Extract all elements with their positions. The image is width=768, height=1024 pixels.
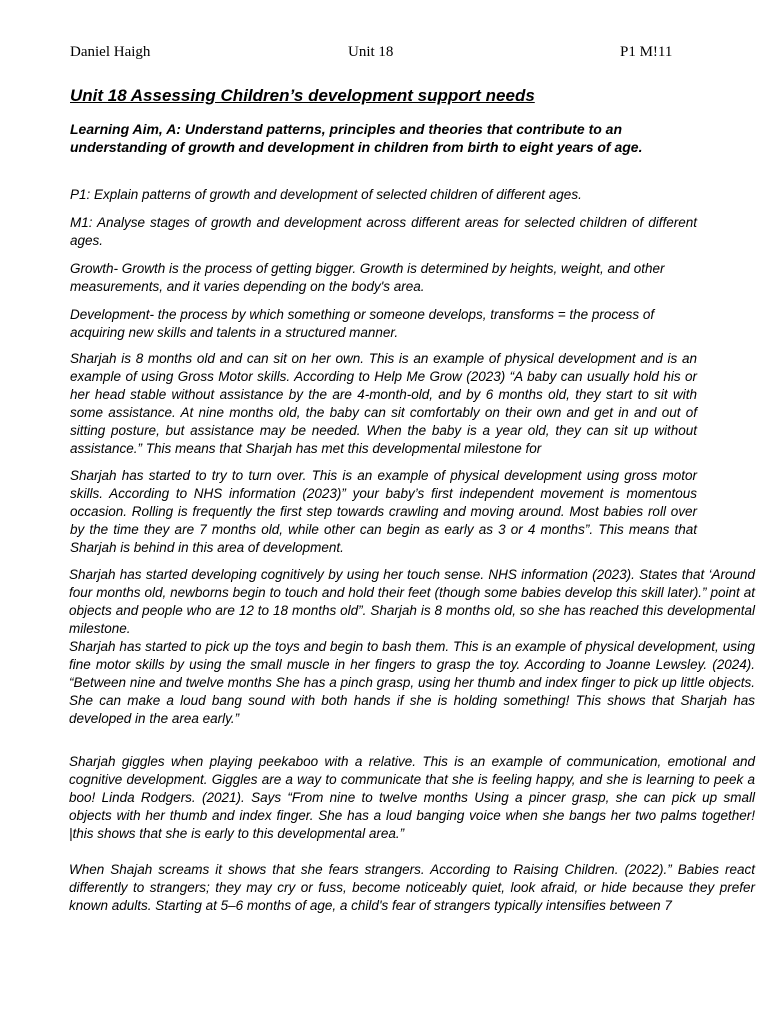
header-reference: P1 M!11 (620, 44, 673, 60)
document-title: Unit 18 Assessing Children’s development support needs (70, 86, 535, 105)
development-definition: Development- the process by which something or someone develops, transforms = the process of acquiring new skills and talents in a structured manner. (70, 307, 655, 340)
paragraph-peekaboo: Sharjah giggles when playing peekaboo with a relative. This is an example of communication, emotional and cognitive development. Giggles are a way to communicate that she is feeling happy, and she is learning to peek a boo! Linda Rodgers. (2021). Says “From nine to twelve months Using a pincer grasp, she can pick up small objects with her thumb and index finger. She has a loud banging voice when she bangs her two palms together! |this shows that she is early to this developmental area.” (69, 754, 755, 841)
criteria-m1: M1: Analyse stages of growth and development across different areas for selected children of different ages. (70, 215, 697, 248)
paragraph-touch-sense: Sharjah has started developing cognitively by using her touch sense. NHS information (2023). States that ‘Around four months old, newborns begin to touch and hold their feet (though some babies develop this skill later).” point at objects and people who are 12 to 18 months old”. Sharjah is 8 months old, so she has reached this developmental milestone. (69, 567, 755, 636)
paragraph-sitting: Sharjah is 8 months old and can sit on her own. This is an example of physical development and is an example of using Gross Motor skills. According to Help Me Grow (2023) “A baby can usually hold his or her head stable without assistance by the are 4-month-old, and by 6 months old, they start to sit with some assistance. At nine months old, the baby can sit comfortably on their own and get in and out of sitting posture, but assistance may be needed. When the baby is a year old, they can sit up without assistance.” This means that Sharjah has met this developmental milestone for (70, 351, 697, 456)
criteria-p1: P1: Explain patterns of growth and development of selected children of different ages. (70, 187, 582, 202)
learning-aim: Learning Aim, A: Understand patterns, principles and theories that contribute to an understanding of growth and development in children from birth to eight years of age. (70, 121, 643, 155)
paragraph-fine-motor: Sharjah has started to pick up the toys and begin to bash them. This is an example of physical development, using fine motor skills by using the small muscle in her fingers to grasp the toy. According to Joanne Lewsley. (2024). “Between nine and twelve months She has a pinch grasp, using her thumb and index finger to pick up little objects. She can make a loud bang sound with both hands if she is holding something! This shows that Sharjah has developed in the area early.” (69, 639, 755, 726)
header-author: Daniel Haigh (70, 44, 151, 60)
paragraph-turning-over: Sharjah has started to try to turn over. This is an example of physical development using gross motor skills. According to NHS information (2023)” your baby’s first independent movement is momentous occasion. Rolling is frequently the first step towards crawling and moving around. Most babies roll over by the time they are 7 months old, while other can begin as early as 3 or 4 months”. This means that Sharjah is behind in this area of development. (70, 468, 697, 555)
growth-definition: Growth- Growth is the process of getting bigger. Growth is determined by heights, weight, and other measurements, and it varies depending on the body's area. (70, 261, 665, 294)
paragraph-strangers: When Shajah screams it shows that she fears strangers. According to Raising Children. (2022).” Babies react differently to strangers; they may cry or fuss, become noticeably quiet, look afraid, or hide because they prefer known adults. Starting at 5–6 months of age, a child's fear of strangers typically intensifies between 7 (69, 862, 755, 913)
header-unit: Unit 18 (348, 44, 394, 60)
